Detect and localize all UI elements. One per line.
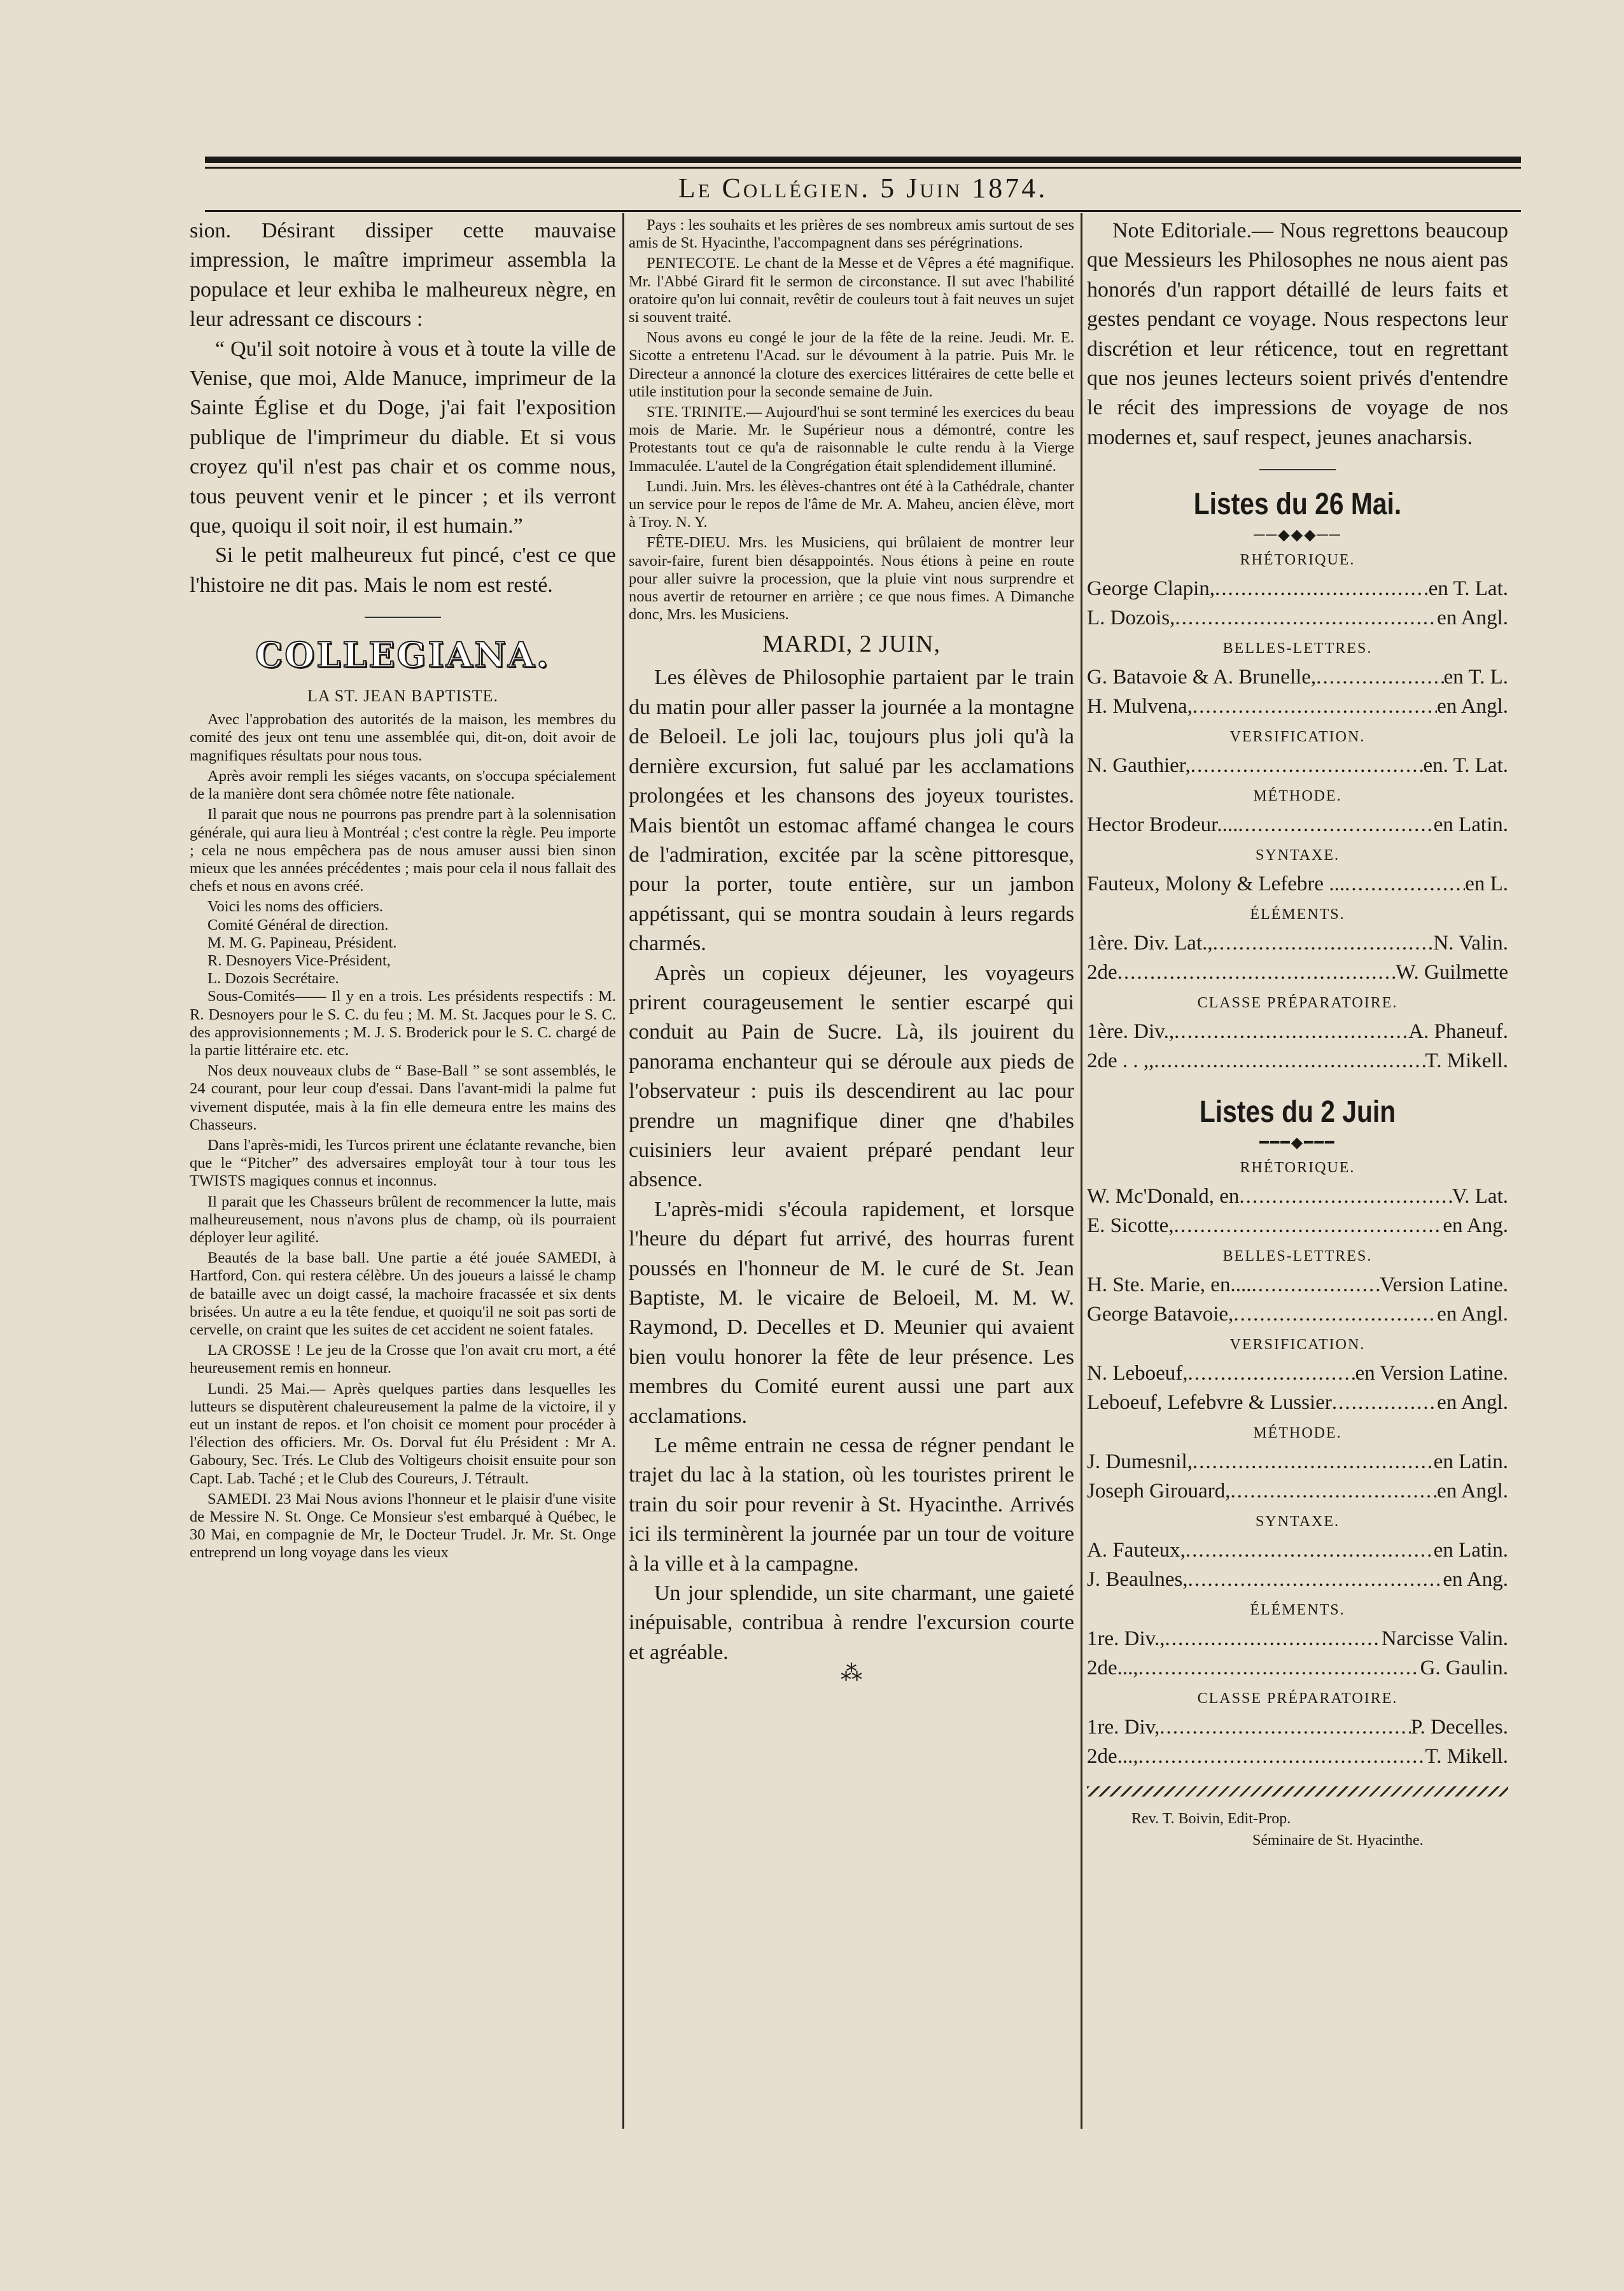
list-entry bbox=[1087, 1211, 1508, 1240]
student-name: J. Beaulnes, bbox=[1087, 1568, 1188, 1592]
result: A. Phaneuf. bbox=[1408, 1020, 1508, 1044]
dot-leader bbox=[1165, 1624, 1382, 1653]
dot-leader bbox=[1233, 1300, 1437, 1329]
column-divider bbox=[622, 213, 624, 2129]
masthead-rule bbox=[205, 210, 1521, 212]
section-rule bbox=[365, 617, 441, 618]
dot-leader bbox=[1345, 869, 1465, 899]
excursion-story bbox=[629, 663, 1074, 1667]
list-entry bbox=[1087, 1300, 1508, 1329]
ornament-icon: ──◆◆◆── bbox=[1254, 527, 1341, 544]
student-name: E. Sicotte, bbox=[1087, 1214, 1174, 1238]
news-item: SAMEDI. 23 Mai Nous avions l'honneur et le plaisir d'une visite de Messire N. St. Onge. Ce Monsieur s'est embarqué à Québec, le 30 Mai, en compagnie de Mr, le Docteur Trudel. Jr. Mr. St. Onge entreprend un long voyage dans les vieux bbox=[190, 1490, 616, 1562]
student-name: A. Fauteux, bbox=[1087, 1539, 1186, 1562]
result: Narcisse Valin. bbox=[1381, 1627, 1508, 1651]
list-category: RHÉTORIQUE. bbox=[1240, 552, 1355, 569]
result: en Ang. bbox=[1443, 1568, 1508, 1592]
excursion-headline: MARDI, 2 JUIN, bbox=[762, 631, 941, 658]
news-item: Nous avons eu congé le jour de la fête de la reine. Jeudi. Mr. E. Sicotte a entretenu l'Acad. sur le dévoument à la patrie. Puis Mr. le Directeur a annoncé la cloture des exercices littéraires de cette belle et utile institution pour la seconde semaine de Juin. bbox=[629, 329, 1074, 400]
column-divider bbox=[1081, 213, 1082, 2129]
news-item: LA CROSSE ! Le jeu de la Crosse que l'on avait cru mort, a été heureusement remis en honneur. bbox=[190, 1342, 616, 1377]
result: en Version Latine. bbox=[1355, 1362, 1508, 1385]
student-name: Hector Brodeur.... bbox=[1087, 813, 1238, 837]
student-name: Joseph Girouard, bbox=[1087, 1480, 1231, 1503]
end-ornament: ⁂ bbox=[841, 1662, 862, 1686]
student-name: H. Ste. Marie, en.... bbox=[1087, 1273, 1252, 1297]
dot-leader bbox=[1138, 1653, 1420, 1683]
news-item: Il parait que nous ne pourrons pas prendre part à la solennisation générale, qui aura lieu à Montréal ; c'est contre la règle. Peu importe ; cela ne nous empêchera pas de nous amuser aussi bien sinon mieux que les années précédentes ; mais pour cela il nous fallait des chefs et nous en avons créé. bbox=[190, 806, 616, 895]
dot-leader bbox=[1251, 1270, 1380, 1300]
list-entry bbox=[1087, 751, 1508, 780]
list-category: VERSIFICATION. bbox=[1229, 1336, 1366, 1354]
student-name: George Clapin, bbox=[1087, 577, 1215, 601]
news-item: Lundi. Juin. Mrs. les élèves-chantres ont été à la Cathédrale, chanter un service pour le repos de l'âme de Mr. A. Maheu, ancien élève, mort à Troy. N. Y. bbox=[629, 477, 1074, 531]
student-name: H. Mulvena, bbox=[1087, 695, 1193, 718]
masthead: Le Collégien. 5 Juin 1874. bbox=[678, 172, 1048, 204]
list-entry bbox=[1087, 958, 1508, 987]
ornament-icon: ━━━◆━━━ bbox=[1259, 1135, 1336, 1152]
result: W. Guilmette bbox=[1396, 961, 1508, 984]
officers-line: L. Dozois Secrétaire. bbox=[207, 970, 339, 988]
result: Version Latine. bbox=[1380, 1273, 1508, 1297]
list-entry bbox=[1087, 1447, 1508, 1476]
list-entry bbox=[1087, 1476, 1508, 1506]
column-1 bbox=[190, 216, 616, 2126]
paragraph: “ Qu'il soit notoire à vous et à toute la ville de Venise, que moi, Alde Manuce, imprimeur de la Sainte Église et du Doge, j'ai fait l'exposition publique de l'imprimeur du diable. Et si vous croyez qu'il n'est pas chair et os comme nous, tous peuvent venir et le pincer ; et ils verront que, quoiqu il soit noir, il est humain.” bbox=[190, 337, 616, 538]
column-2-items bbox=[629, 216, 1074, 624]
student-name: J. Dumesnil, bbox=[1087, 1450, 1193, 1474]
dot-leader bbox=[1154, 1046, 1425, 1075]
collegiana-items bbox=[190, 711, 616, 1562]
honor-list-26-mai bbox=[1087, 552, 1508, 1075]
list-entry bbox=[1087, 1017, 1508, 1046]
dot-leader bbox=[1159, 1713, 1411, 1742]
list-category: SYNTAXE. bbox=[1255, 847, 1340, 864]
result: en Latin. bbox=[1433, 813, 1508, 837]
list-category: SYNTAXE. bbox=[1255, 1513, 1340, 1531]
news-item: Pays : les souhaits et les prières de ses nombreux amis surtout de ses amis de St. Hyacinthe, l'accompagnent dans ses pérégrinations. bbox=[629, 216, 1074, 252]
paragraph: Note Editoriale.— Nous regrettons beaucoup que Messieurs les Philosophes ne nous aient pas honorés d'un rapport détaillé de leurs faits et gestes pendant ce voyage. Nous respectons leur discrétion et leur réticence, tout en regrettant que nos jeunes lecteurs soient privés d'entendre le récit des impressions de voyage de nos modernes et, sauf respect, jeunes anacharsis. bbox=[1087, 219, 1508, 449]
dot-leader bbox=[1213, 928, 1434, 958]
subheading: LA ST. JEAN BAPTISTE. bbox=[307, 687, 499, 706]
student-name: W. Mc'Donald, en bbox=[1087, 1185, 1240, 1209]
result: en L. bbox=[1465, 872, 1508, 896]
paragraph: Le même entrain ne cessa de régner pendant le trajet du lac à la station, où les touristes prirent le train du soir pour revenir à St. Hyacinthe. Arrivés ici ils terminèrent la journée par un tour de voiture à la ville et à la campagne. bbox=[629, 1434, 1074, 1576]
officers-line: Comité Général de direction. bbox=[207, 916, 389, 934]
list-category: VERSIFICATION. bbox=[1229, 729, 1366, 746]
dot-leader bbox=[1215, 574, 1429, 603]
section-rule bbox=[1259, 469, 1336, 470]
result: en Angl. bbox=[1437, 606, 1508, 630]
list-entry bbox=[1087, 869, 1508, 899]
result: T. Mikell. bbox=[1425, 1049, 1508, 1073]
student-name: Leboeuf, Lefebvre & Lussier bbox=[1087, 1391, 1332, 1415]
result: en Latin. bbox=[1433, 1450, 1508, 1474]
top-rule bbox=[205, 157, 1521, 163]
list-entry bbox=[1087, 1565, 1508, 1594]
student-name: 1ère. Div., bbox=[1087, 1020, 1175, 1044]
news-item: Dans l'après-midi, les Turcos prirent une éclatante revanche, bien que le “Pitcher” des adversaires employât tour à tour tous les TWISTS magiques connus et inconnus. bbox=[190, 1136, 616, 1190]
news-item: Nos deux nouveaux clubs de “ Base-Ball ” se sont assemblés, le 24 courant, pour leur coup d'essai. Dans l'avant-midi la palme fut vivement disputée, mais à la fin elle demeura entre les mains des Chasseurs. bbox=[190, 1062, 616, 1133]
paragraph: Si le petit malheureux fut pincé, c'est ce que l'histoire ne dit pas. Mais le nom est resté. bbox=[190, 543, 616, 597]
news-item: PENTECOTE. Le chant de la Messe et de Vêpres a été magnifique. Mr. l'Abbé Girard fit le sermon de circonstance. Il sut avec l'habilité oratoire qu'on lui connait, revêtir de couleurs tout à fait neuves un sujet si souvent traité. bbox=[629, 255, 1074, 326]
dot-leader bbox=[1117, 958, 1396, 987]
list-entry bbox=[1087, 692, 1508, 721]
dot-leader bbox=[1230, 1476, 1437, 1506]
news-item: Lundi. 25 Mai.— Après quelques parties dans lesquelles les lutteurs se disputèrent chaleureusement la palme de la victoire, il y eut un instant de repos. et l'on choisit ce moment pour procéder à l'élection des officiers. Mr. Os. Dorval fut élu Président : Mr A. Gaboury, Sec. Trés. Le Club des Voltigeurs choisit ensuite pour son Capt. Lab. Taché ; et le Club des Coureurs, J. Tétrault. bbox=[190, 1380, 616, 1487]
student-name: Fauteux, Molony & Lefebre ... bbox=[1087, 872, 1345, 896]
list-entry bbox=[1087, 1046, 1508, 1075]
paragraph: Après un copieux déjeuner, les voyageurs prirent courageusement le sentier escarpé qui conduit au Pain de Sucre. Là, ils jouirent du panorama enchanteur qui se déroule aux pieds de l'observateur : puis ils descendirent au lac pour prendre un magnifique diner qne d'habiles cuisiniers leur avaient préparé pendant leur absence. bbox=[629, 961, 1074, 1192]
dot-leader bbox=[1138, 1742, 1425, 1771]
student-name: L. Dozois, bbox=[1087, 606, 1175, 630]
student-name: 2de . . ,, bbox=[1087, 1049, 1154, 1073]
student-name: 1re. Div, bbox=[1087, 1716, 1160, 1739]
result: G. Gaulin. bbox=[1420, 1657, 1508, 1680]
student-name: G. Batavoie & A. Brunelle, bbox=[1087, 666, 1317, 689]
result: T. Mikell. bbox=[1425, 1745, 1508, 1769]
dot-leader bbox=[1191, 751, 1424, 780]
paragraph: sion. Désirant dissiper cette mauvaise impression, le maître imprimeur assembla la populace et leur exhiba le malheureux nègre, en leur adressant ce discours : bbox=[190, 219, 616, 332]
list-category: MÉTHODE. bbox=[1253, 788, 1342, 805]
list-entry bbox=[1087, 1653, 1508, 1683]
signature bbox=[1087, 1808, 1508, 1851]
result: en. T. Lat. bbox=[1423, 754, 1508, 778]
top-rule-thin bbox=[205, 167, 1521, 169]
list-entry bbox=[1087, 1359, 1508, 1388]
dot-leader bbox=[1188, 1359, 1355, 1388]
list-category: BELLES-LETTRES. bbox=[1222, 1248, 1373, 1265]
dot-leader bbox=[1238, 810, 1433, 839]
list-entry bbox=[1087, 1624, 1508, 1653]
honor-list-2-juin bbox=[1087, 1160, 1508, 1771]
result: V. Lat. bbox=[1452, 1185, 1508, 1209]
officers-line: R. Desnoyers Vice-Président, bbox=[207, 951, 391, 969]
result: en Ang. bbox=[1443, 1214, 1508, 1238]
news-item: Après avoir rempli les siéges vacants, on s'occupa spécialement de la manière dont sera chômée notre fête nationale. bbox=[190, 767, 616, 803]
officers-line: Voici les noms des officiers. bbox=[207, 898, 384, 916]
signature-line: Séminaire de St. Hyacinthe. bbox=[1252, 1832, 1424, 1849]
list-title: Listes du 26 Mai. bbox=[1193, 487, 1402, 522]
list-category: ÉLÉMENTS. bbox=[1250, 906, 1345, 923]
list-entry bbox=[1087, 1270, 1508, 1300]
student-name: 2de bbox=[1087, 961, 1117, 984]
news-item: Beautés de la base ball. Une partie a été jouée SAMEDI, à Hartford, Con. qui restera célèbre. Un des joueurs a laissé le champ de bataille avec un doigt cassé, la machoire fracassée et six dents brisées. Un autre a eu la tête fendue, et quoiqu'il ne soit pas sorti de cervelle, on craint que les suites de cet accident ne soient fatales. bbox=[190, 1249, 616, 1338]
signature-line: Rev. T. Boivin, Edit-Prop. bbox=[1131, 1811, 1291, 1828]
list-entry bbox=[1087, 928, 1508, 958]
dot-leader bbox=[1193, 1447, 1434, 1476]
student-name: N. Leboeuf, bbox=[1087, 1362, 1188, 1385]
list-entry bbox=[1087, 1182, 1508, 1211]
paragraph: Un jour splendide, un site charmant, une gaieté inépuisable, contribua à rendre l'excursion courte et agréable. bbox=[629, 1581, 1074, 1664]
list-category: CLASSE PRÉPARATOIRE. bbox=[1197, 1690, 1398, 1707]
student-name: N. Gauthier, bbox=[1087, 754, 1191, 778]
list-category: CLASSE PRÉPARATOIRE. bbox=[1197, 995, 1398, 1012]
list-entry bbox=[1087, 810, 1508, 839]
list-category: MÉTHODE. bbox=[1253, 1425, 1342, 1442]
news-item: Il parait que les Chasseurs brûlent de recommencer la lutte, mais malheureusement, nous n'avons plus de champ, où ils pourraient déployer leur agilité. bbox=[190, 1193, 616, 1246]
result: en T. L. bbox=[1443, 666, 1508, 689]
result: en T. Lat. bbox=[1428, 577, 1508, 601]
editorial-note bbox=[1087, 216, 1508, 452]
news-item: Avec l'approbation des autorités de la maison, les membres du comité des jeux ont tenu une assemblée qui, dit-on, doit avoir de magnifiques résultats pour nous tous. bbox=[190, 711, 616, 764]
student-name: George Batavoie, bbox=[1087, 1303, 1234, 1326]
dot-leader bbox=[1174, 1211, 1443, 1240]
zigzag-rule bbox=[1087, 1786, 1508, 1797]
student-name: 2de..., bbox=[1087, 1657, 1138, 1680]
news-item: STE. TRINITE.— Aujourd'hui se sont terminé les exercices du beau mois de Marie. Mr. le Supérieur nous a démontré, contre les Protestants tout ce qu'a de raisonnable le culte rendu à la Vierge Immaculée. L'autel de la Congrégation était splendidement illuminé. bbox=[629, 403, 1074, 475]
list-category: ÉLÉMENTS. bbox=[1250, 1602, 1345, 1619]
dot-leader bbox=[1188, 1565, 1443, 1594]
paragraph: L'après-midi s'écoula rapidement, et lorsque l'heure du départ fut arrivé, des hourras furent poussés en l'honneur de M. le curé de St. Jean Baptiste, M. le vicaire de Beloeil, M. M. W. Raymond, D. Decelles et D. Meunier qui avaient bien voulu honorer la fête de leur présence. Les membres du Comité eurent aussi une part aux acclamations. bbox=[629, 1197, 1074, 1428]
list-entry bbox=[1087, 662, 1508, 692]
dot-leader bbox=[1239, 1182, 1452, 1211]
dot-leader bbox=[1193, 692, 1437, 721]
column-2 bbox=[629, 216, 1074, 2126]
result: en Latin. bbox=[1433, 1539, 1508, 1562]
result: P. Decelles. bbox=[1410, 1716, 1508, 1739]
result: en Angl. bbox=[1437, 695, 1508, 718]
list-title: Listes du 2 Juin bbox=[1199, 1095, 1396, 1130]
student-name: 2de..., bbox=[1087, 1745, 1138, 1769]
result: en Angl. bbox=[1437, 1480, 1508, 1503]
column-1-story bbox=[190, 216, 616, 600]
dot-leader bbox=[1332, 1388, 1437, 1417]
list-category: BELLES-LETTRES. bbox=[1222, 640, 1373, 657]
dot-leader bbox=[1186, 1536, 1434, 1565]
list-entry bbox=[1087, 1388, 1508, 1417]
dot-leader bbox=[1174, 1017, 1408, 1046]
news-item: Sous-Comités—— Il y en a trois. Les présidents respectifs : M. R. Desnoyers pour le S. C. du feu ; M. M. St. Jacques pour le S. C. des approvisionnements ; M. J. S. Broderick pour le S. C. chargé de la partie littéraire etc. etc. bbox=[190, 988, 616, 1059]
paragraph: Les élèves de Philosophie partaient par le train du matin pour aller passer la journée a la montagne de Beloeil. Le joli lac, toujours plus joli qu'à la dernière excursion, fut salué par les acclamations prolongées et les chansons des joyeux touristes. Mais bientôt un estomac affamé changea le cours de l'admiration, excitée par la scène pittoresque, pour la porter, toute entière, sur un jambon appétissant, qui se montra soudain à leurs regards charmés. bbox=[629, 666, 1074, 956]
student-name: 1ère. Div. Lat., bbox=[1087, 932, 1213, 955]
result: en Angl. bbox=[1437, 1391, 1508, 1415]
student-name: 1re. Div., bbox=[1087, 1627, 1165, 1651]
list-entry bbox=[1087, 603, 1508, 633]
list-entry bbox=[1087, 1713, 1508, 1742]
section-heading: COLLEGIANA. bbox=[255, 634, 550, 676]
dot-leader bbox=[1316, 662, 1443, 692]
list-entry bbox=[1087, 574, 1508, 603]
list-entry bbox=[1087, 1742, 1508, 1771]
dot-leader bbox=[1175, 603, 1437, 633]
result: N. Valin. bbox=[1433, 932, 1508, 955]
officers-line: M. M. G. Papineau, Président. bbox=[207, 934, 397, 951]
result: en Angl. bbox=[1437, 1303, 1508, 1326]
column-3 bbox=[1087, 216, 1508, 2126]
list-category: RHÉTORIQUE. bbox=[1240, 1160, 1355, 1177]
list-entry bbox=[1087, 1536, 1508, 1565]
news-item: FÊTE-DIEU. Mrs. les Musiciens, qui brûlaient de montrer leur savoir-faire, furent bien désappointés. Nous étions à peine en route pour aller suivre la procession, que la pluie vint nous surprendre et nous avertir de retourner en arrière ; ce que nous fimes. A Dimanche donc, Mrs. les Musiciens. bbox=[629, 534, 1074, 624]
